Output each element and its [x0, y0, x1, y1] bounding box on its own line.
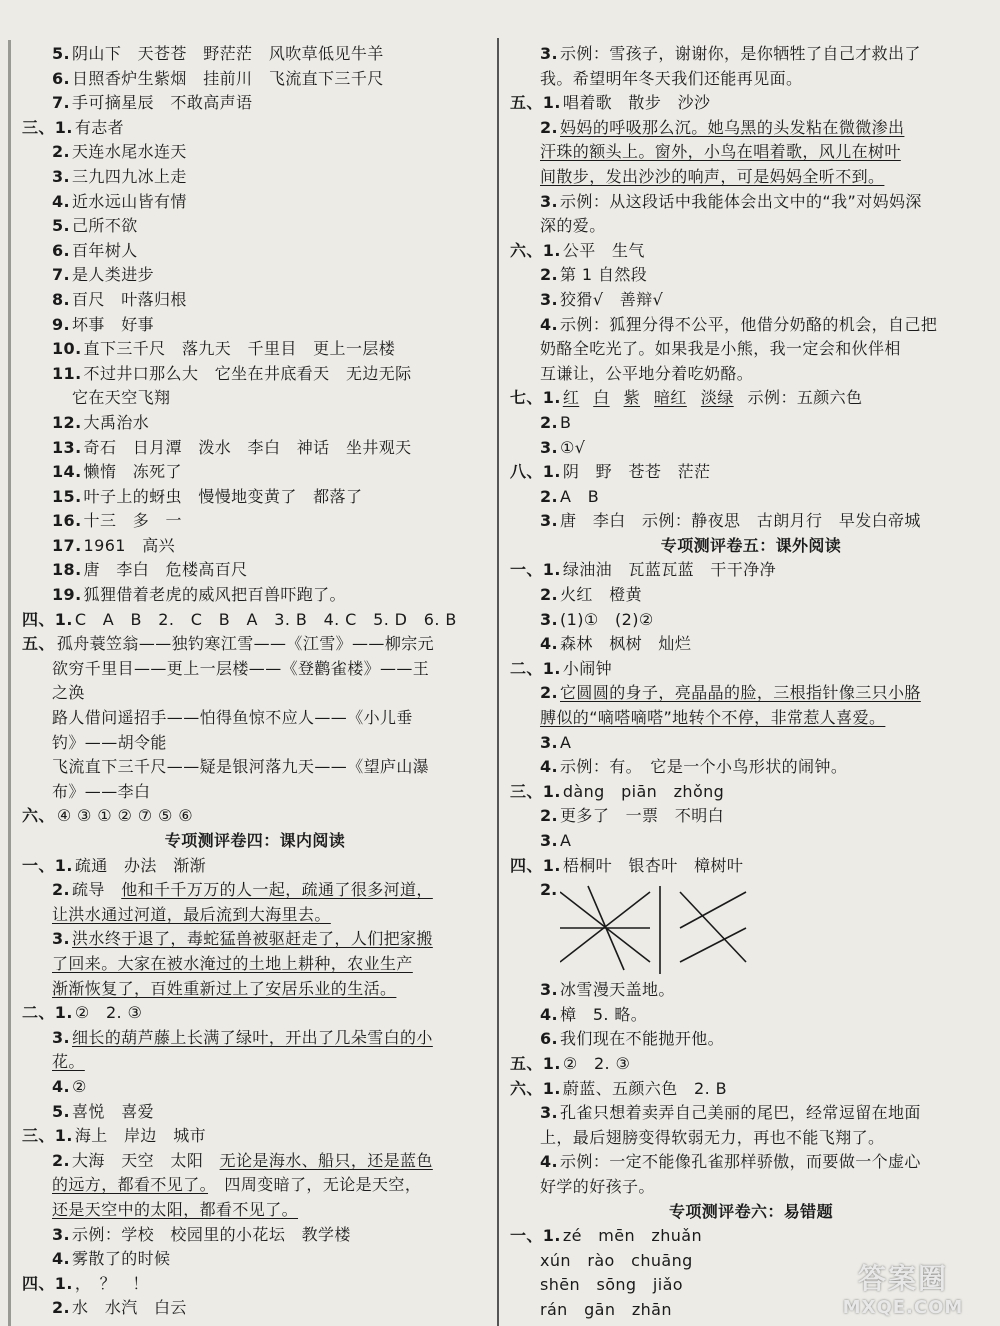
underlined-answer: 还是天空中的太阳，都看不见了。: [52, 1199, 299, 1219]
item-number: 三、1.: [22, 117, 73, 137]
answer-text: 三九四九冰上走: [72, 166, 187, 186]
answer-text: 有志者: [74, 117, 125, 137]
answer-line: [22, 1247, 488, 1272]
answer-line: [22, 1296, 488, 1321]
item-number: 五、1.: [510, 93, 561, 113]
answer-line: [22, 927, 488, 952]
answer-line: [22, 878, 488, 903]
answer-text: 之涣: [52, 683, 85, 703]
item-number: 2.: [540, 412, 559, 432]
answer-line: [22, 657, 488, 682]
answer-text: 樟 5. 略。: [560, 1004, 648, 1024]
item-number: 七、1.: [510, 388, 561, 408]
answer-text: 妈妈的呼吸那么沉。她乌黑的头发粘在微微渗出: [560, 117, 905, 137]
answer-text: ①√: [560, 437, 586, 457]
answer-text: 森林 枫树 灿烂: [560, 634, 692, 654]
matching-diagram: [532, 878, 992, 978]
item-number: 7.: [52, 265, 71, 285]
answer-line: [510, 263, 992, 288]
item-number: 2.: [540, 585, 559, 605]
item-number: 2.: [52, 1298, 71, 1318]
answer-line: [510, 313, 992, 338]
answer-line: [510, 1175, 992, 1200]
answer-line: [22, 903, 488, 928]
answer-line: [510, 706, 992, 731]
answer-line: [22, 140, 488, 165]
item-number: 一、1.: [22, 855, 73, 875]
answer-text: 直下三千尺 落九天 千里目 更上一层楼: [83, 339, 396, 359]
answer-line: [510, 1224, 992, 1249]
item-number: 2.: [540, 117, 559, 137]
answer-line: [510, 116, 992, 141]
answer-line: [510, 804, 992, 829]
answer-line: [22, 534, 488, 559]
answer-line: [510, 1150, 992, 1175]
answer-text: ②: [72, 1076, 87, 1096]
item-number: 四、1.: [510, 855, 561, 875]
item-number: 3.: [540, 732, 559, 752]
line-matching-drawing: [560, 878, 760, 978]
answer-line: [22, 116, 488, 141]
item-number: 五、1.: [510, 1053, 561, 1073]
answer-text: 海上 岸边 城市: [74, 1126, 207, 1146]
underlined-color-word: 紫: [623, 388, 641, 408]
answer-line: [510, 1027, 992, 1052]
item-number: 2.: [52, 1150, 71, 1170]
item-number: 4.: [540, 314, 559, 334]
item-number: 12.: [52, 412, 82, 432]
item-number: 3.: [540, 609, 559, 629]
answer-line: [510, 558, 992, 583]
item-number: 4.: [540, 1004, 559, 1024]
answer-line: [22, 1173, 488, 1198]
answer-line: [510, 780, 992, 805]
answer-text: 汗珠的额头上。窗外，小鸟在唱着歌，风儿在树叶: [540, 142, 901, 162]
item-number: 3.: [52, 166, 71, 186]
column-divider: [497, 38, 499, 1326]
item-number: 4.: [540, 757, 559, 777]
section-title: [510, 1200, 992, 1225]
answer-text: 阴 野 苍苍 茫茫: [562, 462, 711, 482]
underlined-answer: 让洪水通过河道，最后流到大海里去。: [52, 904, 331, 924]
item-number: 二、1.: [22, 1003, 73, 1023]
watermark-url: MXQE.COM: [842, 1297, 964, 1318]
item-number: 5.: [52, 44, 71, 63]
answer-text: 狡猾√ 善辩√: [560, 289, 664, 309]
answer-text: ④ ③ ① ② ⑦ ⑤ ⑥: [56, 806, 193, 826]
answer-text: 互谦让，公平地分着吃奶酪。: [540, 363, 754, 383]
answer-line: [22, 558, 488, 583]
answer-line: [22, 190, 488, 215]
answer-text: 花。: [52, 1052, 85, 1072]
answer-text: ② 2. ③: [562, 1053, 631, 1073]
item-number: 18.: [52, 560, 82, 580]
answer-text: 1961 高兴: [83, 535, 176, 555]
item-number: 二、1.: [510, 658, 561, 678]
item-number: 6.: [540, 1029, 559, 1049]
section-title: [510, 534, 992, 559]
item-number: 3.: [52, 1027, 71, 1047]
answer-text: 更多了 一票 不明白: [560, 806, 725, 826]
answer-text: 奶酪全吃光了。如果我是小熊，我一定会和伙伴相: [540, 339, 901, 359]
item-number: 7.: [52, 93, 71, 113]
answer-text: 飞流直下三千尺——疑是银河落九天——《望庐山瀑: [52, 757, 430, 777]
answer-text: 奇石 日月潭 泼水 李白 神话 坐井观天: [83, 437, 412, 457]
answer-line: [22, 411, 488, 436]
answer-line: [22, 386, 488, 411]
item-number: 四、1.: [22, 609, 73, 629]
answer-text: 百年树人: [72, 240, 138, 260]
item-number: 17.: [52, 535, 82, 555]
answer-line: [22, 337, 488, 362]
answer-text: ， ？ ！: [74, 1273, 149, 1293]
answer-text: 是人类进步: [72, 265, 155, 285]
underlined-answer: 他和千千万万的人一起，疏通了很多河道，: [121, 880, 433, 900]
answer-line: [510, 436, 992, 461]
site-watermark: [818, 1257, 988, 1318]
item-number: 19.: [52, 585, 82, 605]
answer-line: [22, 706, 488, 731]
answer-text: A: [560, 732, 572, 752]
item-number: 六、1.: [510, 240, 561, 260]
answer-text: 懒惰 冻死了: [83, 462, 182, 482]
answer-line: [510, 509, 992, 534]
answer-line: [510, 411, 992, 436]
underlined-color-word: 白: [593, 388, 610, 408]
answer-line: [22, 1124, 488, 1149]
answer-line: [510, 460, 992, 485]
answer-line: [510, 42, 992, 67]
answer-line: [22, 681, 488, 706]
answer-line: [510, 657, 992, 682]
answer-line: [22, 1149, 488, 1174]
answer-text: 日照香炉生紫烟 挂前川 飞流直下三千尺: [72, 68, 384, 88]
item-number: 4.: [52, 1076, 71, 1096]
answer-line: [22, 485, 488, 510]
answer-line: [510, 485, 992, 510]
item-number: 3.: [52, 929, 71, 949]
answer-text: 水 水汽 白云: [72, 1298, 187, 1318]
answer-text: 手可摘星辰 不敢高声语: [72, 93, 253, 113]
item-number: 一、1.: [510, 560, 561, 580]
answer-text: 狐狸借着老虎的威风把百兽吓跑了。: [83, 585, 346, 605]
section-title: [22, 829, 488, 854]
answer-text: 专项测评卷六：易错题: [668, 1201, 833, 1221]
answer-line: [510, 362, 992, 387]
answer-line: [510, 288, 992, 313]
answer-text: A: [560, 831, 572, 850]
right-column-top: [510, 42, 992, 878]
diagram-label: 2.: [540, 880, 558, 900]
answer-text: 布》——李白: [52, 781, 151, 801]
answer-text: 阴山下 天苍苍 野茫茫 风吹草低见牛羊: [72, 44, 384, 63]
answer-text: rán gān zhān: [540, 1299, 672, 1319]
item-number: 2.: [540, 806, 559, 826]
answer-line: [510, 1052, 992, 1077]
left-margin-rule: [8, 40, 11, 1326]
answer-line: [22, 1075, 488, 1100]
answer-line: [22, 509, 488, 534]
answer-line: [22, 1100, 488, 1125]
answer-line: [22, 460, 488, 485]
answer-line: [22, 239, 488, 264]
answer-line: [22, 780, 488, 805]
item-number: 3.: [540, 831, 559, 850]
underlined-answer: 无论是海水、船只，还是蓝色: [219, 1150, 433, 1170]
answer-line: [22, 42, 488, 67]
answer-text: 不过井口那么大 它坐在井底看天 无边无际: [83, 363, 412, 383]
answer-line: [22, 288, 488, 313]
item-number: 11.: [52, 363, 82, 383]
answer-line: [22, 1050, 488, 1075]
answer-line: [22, 755, 488, 780]
item-number: 10.: [52, 339, 82, 359]
answer-text: 示例：一定不能像孔雀那样骄傲，而要做一个虚心: [560, 1152, 921, 1172]
item-number: 一、1.: [510, 1226, 561, 1246]
answer-line: [510, 681, 992, 706]
answer-line: [510, 978, 992, 1003]
answer-text: 叶子上的蚜虫 慢慢地变黄了 都落了: [83, 486, 363, 506]
item-number: 四、1.: [22, 1273, 73, 1293]
item-number: 4.: [540, 634, 559, 654]
answer-line: [22, 165, 488, 190]
answer-text: (1)① (2)②: [560, 609, 654, 629]
answer-text: 第 1 自然段: [560, 265, 648, 285]
answer-text: 百尺 叶落归根: [72, 289, 187, 309]
answer-text: 细长的葫芦藤上长满了绿叶，开出了几朵雪白的小: [72, 1027, 433, 1047]
item-number: 3.: [540, 437, 559, 457]
answer-line: [22, 362, 488, 387]
answer-line: [510, 854, 992, 879]
answer-text: 示例：从这段话中我能体会出文中的“我”对妈妈深: [560, 191, 922, 211]
answer-text: shēn sōng jiǎo: [540, 1275, 683, 1295]
answer-text: 孤舟蓑笠翁——独钓寒江雪——《江雪》——柳宗元: [56, 634, 435, 654]
item-number: 3.: [540, 511, 559, 531]
item-number: 2.: [540, 486, 559, 506]
item-number: 6.: [52, 68, 71, 88]
answer-line: [510, 829, 992, 854]
answer-text: 唐 李白 示例：静夜思 古朗月行 早发白帝城: [560, 511, 921, 531]
item-number: 六、1.: [510, 1078, 561, 1098]
answer-line: [510, 731, 992, 756]
answer-line: [510, 1003, 992, 1028]
answer-text: 十三 多 一: [83, 511, 182, 531]
answer-line: [22, 67, 488, 92]
answer-line: [22, 436, 488, 461]
answer-line: [510, 386, 992, 411]
answer-line: [510, 67, 992, 92]
answer-text: 火红 橙黄: [560, 585, 643, 605]
item-number: 六、: [22, 806, 55, 826]
answer-line: [22, 1198, 488, 1223]
answer-text: 它在天空飞翔: [72, 388, 171, 408]
answer-line: [22, 583, 488, 608]
answer-text: 唐 李白 危楼高百尺: [83, 560, 248, 580]
item-number: 5.: [52, 1101, 71, 1121]
answer-text: 示例：学校 校园里的小花坛 教学楼: [72, 1224, 351, 1244]
answer-text: 专项测评卷四：课内阅读: [164, 831, 346, 850]
answer-text: dàng piān zhǒng: [562, 781, 725, 801]
item-number: 2.: [540, 265, 559, 285]
answer-text: 大海 天空 太阳: [72, 1150, 220, 1170]
item-number: 8.: [52, 289, 71, 309]
answer-line: [22, 952, 488, 977]
answer-line: [510, 239, 992, 264]
item-number: 三、1.: [510, 781, 561, 801]
answer-line: [510, 337, 992, 362]
answer-text: 间散步，发出沙沙的响声，可是妈妈全听不到。: [540, 166, 885, 186]
answer-line: [22, 608, 488, 633]
answer-text: 冰雪漫天盖地。: [560, 980, 675, 1000]
underlined-color-word: 红: [562, 388, 580, 408]
item-number: 4.: [52, 191, 71, 211]
answer-line: [22, 804, 488, 829]
item-number: 14.: [52, 462, 82, 482]
answer-text: A B: [560, 486, 600, 506]
answer-line: [510, 165, 992, 190]
answer-text: xún rào chuāng: [540, 1250, 693, 1270]
item-number: 16.: [52, 511, 82, 531]
answer-line: [22, 731, 488, 756]
answer-text: 示例：雪孩子，谢谢你，是你牺牲了自己才救出了: [560, 44, 921, 63]
left-column: [22, 42, 488, 1321]
answer-text: 洪水终于退了，毒蛇猛兽被驱赶走了，人们把家搬: [72, 929, 433, 949]
answer-text: 路人借问遥招手——怕得鱼惊不应人——《小儿垂: [52, 708, 413, 728]
item-number: 3.: [52, 1224, 71, 1244]
item-number: 3.: [540, 980, 559, 1000]
item-number: 13.: [52, 437, 82, 457]
item-number: 3.: [540, 191, 559, 211]
answer-text: 己所不欲: [72, 216, 138, 236]
answer-text: 梧桐叶 银杏叶 樟树叶: [562, 855, 744, 875]
answer-line: [22, 632, 488, 657]
answer-text: 好学的好孩子。: [540, 1176, 655, 1196]
answer-text: 它圆圆的身子，亮晶晶的脸，三根指针像三只小胳: [560, 683, 921, 703]
answer-line: [22, 313, 488, 338]
match-line: [680, 892, 746, 962]
answer-line: [510, 140, 992, 165]
answer-line: [22, 1272, 488, 1297]
answer-line: [510, 1126, 992, 1151]
answer-text: 渐渐恢复了，百姓重新过上了安居乐业的生活。: [52, 978, 397, 998]
answer-text: 喜悦 喜爱: [72, 1101, 155, 1121]
item-number: 3.: [540, 289, 559, 309]
answer-text: 我们现在不能抛开他。: [560, 1029, 725, 1049]
answer-text: 近水远山皆有情: [72, 191, 187, 211]
answer-line: [510, 755, 992, 780]
answer-text: 深的爱。: [540, 216, 606, 236]
answer-line: [510, 1077, 992, 1102]
item-number: 2.: [52, 880, 71, 900]
answer-text: 小闹钟: [562, 658, 613, 678]
answer-line: [510, 1101, 992, 1126]
answer-text: zé mēn zhuǎn: [562, 1226, 703, 1246]
answer-text: 了回来。大家在被水淹过的土地上耕种，农业生产: [52, 953, 413, 973]
answer-text: 四周变暗了，无论是天空，: [208, 1175, 422, 1195]
item-number: 2.: [52, 142, 71, 162]
answer-line: [22, 214, 488, 239]
match-line: [680, 928, 746, 962]
item-number: 3.: [540, 44, 559, 63]
answer-line: [22, 91, 488, 116]
item-number: 15.: [52, 486, 82, 506]
item-number: 5.: [52, 216, 71, 236]
item-number: 八、1.: [510, 462, 561, 482]
answer-text: 大禹治水: [83, 412, 150, 432]
underlined-answer: 的远方，都看不见了。: [52, 1175, 209, 1195]
answer-line: [510, 608, 992, 633]
item-number: 2.: [540, 683, 559, 703]
answer-text: ② 2. ③: [74, 1003, 143, 1023]
match-line: [680, 892, 746, 928]
answer-line: [22, 263, 488, 288]
answer-text: 我。希望明年冬天我们还能再见面。: [540, 68, 803, 88]
item-number: 9.: [52, 314, 71, 334]
answer-text: 孔雀只想着卖弄自己美丽的尾巴，经常逗留在地面: [560, 1103, 921, 1123]
answer-text: 疏导: [72, 880, 122, 900]
answer-text: B: [560, 412, 572, 432]
answer-line: [510, 190, 992, 215]
underlined-color-word: 淡绿: [700, 388, 734, 408]
answer-line: [22, 854, 488, 879]
answer-text: 坏事 好事: [72, 314, 155, 334]
answer-text: 欲穷千里目——更上一层楼——《登鹳雀楼》——王: [52, 658, 430, 678]
answer-line: [510, 214, 992, 239]
answer-text: 示例：有。 它是一个小鸟形状的闹钟。: [560, 757, 848, 777]
answer-text: 上，最后翅膀变得软弱无力，再也不能飞翔了。: [540, 1127, 885, 1147]
answer-text: 公平 生气: [562, 240, 645, 260]
answer-text: 疏通 办法 渐渐: [74, 855, 207, 875]
answer-text: 专项测评卷五：课外阅读: [660, 535, 842, 555]
item-number: 6.: [52, 240, 71, 260]
answer-line: [510, 583, 992, 608]
answer-line: [510, 632, 992, 657]
item-number: 4.: [52, 1249, 71, 1269]
answer-text: 示例：五颜六色: [747, 388, 863, 408]
answer-line: [22, 1026, 488, 1051]
answer-text: 唱着歌 散步 沙沙: [562, 93, 711, 113]
item-number: 五、: [22, 634, 55, 654]
watermark-brand: 答案圈: [857, 1262, 948, 1295]
item-number: 三、1.: [22, 1126, 73, 1146]
answer-text: 天连水尾水连天: [72, 142, 187, 162]
answer-line: [510, 91, 992, 116]
answer-text: 膊似的“嘀嗒嘀嗒”地转个不停，非常惹人喜爱。: [540, 708, 886, 728]
answer-text: 雾散了的时候: [72, 1249, 171, 1269]
answer-line: [22, 1001, 488, 1026]
right-column: [510, 42, 992, 1323]
answer-text: 蔚蓝、五颜六色 2. B: [562, 1078, 727, 1098]
item-number: 3.: [540, 1103, 559, 1123]
answer-text: C A B 2. C B A 3. B 4. C 5. D 6. B: [74, 609, 457, 629]
answer-text: 钓》——胡令能: [52, 732, 167, 752]
answer-text: 绿油油 瓦蓝瓦蓝 干干净净: [562, 560, 777, 580]
answer-line: [22, 1223, 488, 1248]
underlined-color-word: 暗红: [654, 388, 687, 408]
item-number: 4.: [540, 1152, 559, 1172]
answer-line: [22, 977, 488, 1002]
answer-text: 示例：狐狸分得不公平，他借分奶酪的机会，自己把: [560, 314, 938, 334]
